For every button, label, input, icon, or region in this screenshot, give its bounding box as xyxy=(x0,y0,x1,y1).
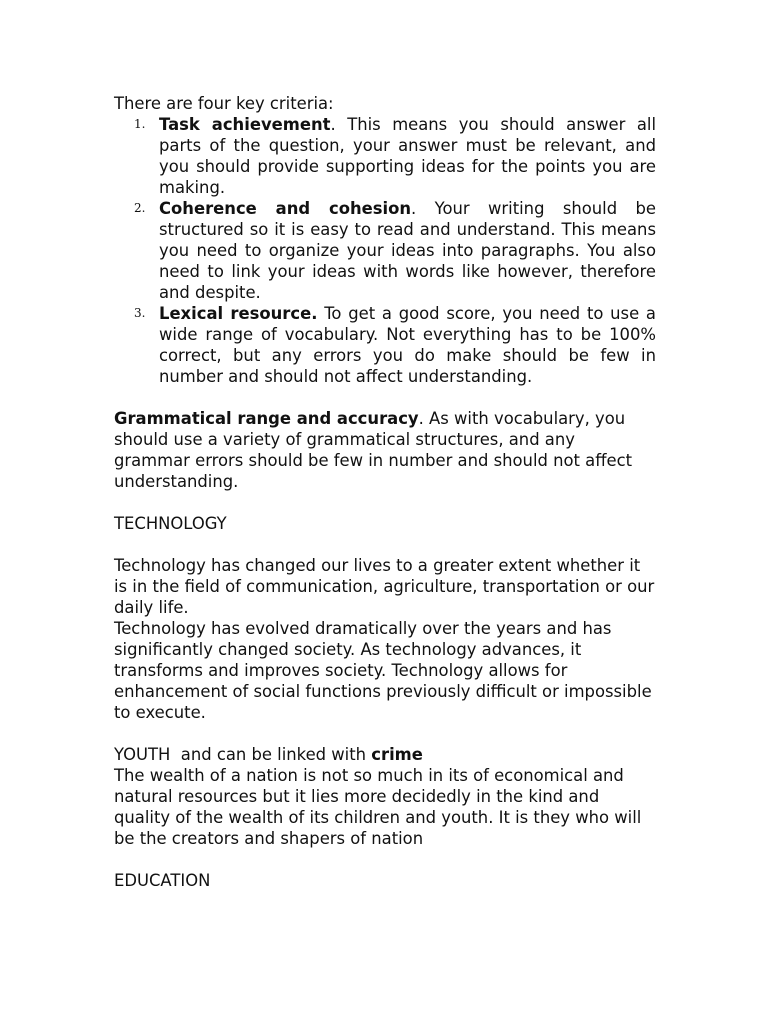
intro-text: There are four key criteria: xyxy=(114,94,334,113)
technology-paragraph-2: Technology has evolved dramatically over the years and has significantly changed society. As technology advances, it transforms and improves society. Technology allows for enhancement of social functions previously difficult or impossible to execute. xyxy=(114,619,652,722)
youth-heading-bold: crime xyxy=(371,745,423,764)
spacer xyxy=(114,387,656,408)
criteria-text: To get a good score, you need to use a wide range of vocabulary. Not everything has to be 100% correct, but any errors you do make should be few in number and should not affect understanding. xyxy=(159,304,656,386)
criteria-item-task-achievement xyxy=(114,114,656,198)
document-page xyxy=(114,93,656,891)
youth-heading xyxy=(114,744,656,765)
criteria-list xyxy=(114,114,656,387)
youth-heading-text: YOUTH and can be linked with xyxy=(114,745,372,764)
criteria-item-coherence-cohesion xyxy=(114,198,656,303)
criteria-text: This means you should answer all parts of the question, your answer must be relevant, and you should provide supporting ideas for the points you are making. xyxy=(159,115,657,197)
criteria-title-punct: . xyxy=(411,199,417,218)
criteria-title: Task achievement xyxy=(159,115,331,134)
criteria-item-lexical-resource xyxy=(114,303,656,387)
criteria-title: Lexical resource. xyxy=(159,304,318,323)
spacer xyxy=(114,534,656,555)
technology-paragraph-1: Technology has changed our lives to a greater extent whether it is in the field of communication, agriculture, transportation or our daily life. xyxy=(114,556,655,617)
education-heading: EDUCATION xyxy=(114,871,211,890)
list-number: 3. xyxy=(134,306,146,320)
technology-heading: TECHNOLOGY xyxy=(114,514,227,533)
criteria-title-punct: . xyxy=(330,115,336,134)
criteria-title: Coherence and cohesion xyxy=(159,199,412,218)
grammar-paragraph xyxy=(114,408,656,492)
list-number: 2. xyxy=(134,201,146,215)
spacer xyxy=(114,849,656,870)
youth-paragraph: The wealth of a nation is not so much in its of economical and natural resources but it lies more decidedly in the kind and quality of the wealth of its children and youth. It is they who will be the creators and shapers of nation xyxy=(114,766,642,848)
grammar-title: Grammatical range and accuracy xyxy=(114,409,419,428)
list-number: 1. xyxy=(134,117,146,131)
grammar-text: . As with vocabulary, you should use a variety of grammatical structures, and any grammar errors should be few in number and should not affect understanding. xyxy=(114,409,633,491)
spacer xyxy=(114,723,656,744)
criteria-text: Your writing should be structured so it is easy to read and understand. This means you need to organize your ideas into paragraphs. You also need to link your ideas with words like however, therefore and despite. xyxy=(159,199,657,302)
spacer xyxy=(114,492,656,513)
